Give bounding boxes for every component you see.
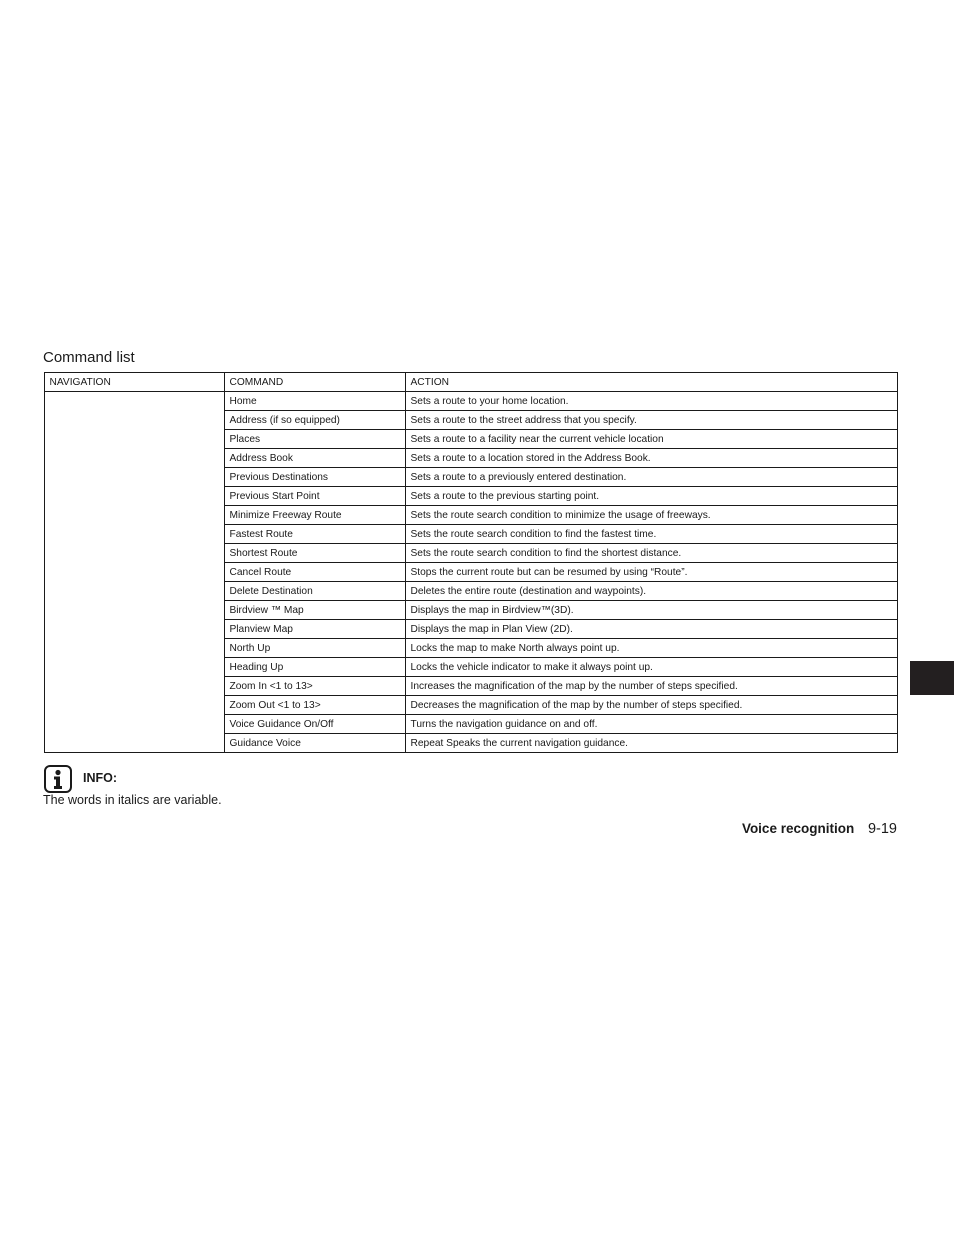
command-cell: Cancel Route bbox=[225, 563, 406, 582]
command-cell: Previous Start Point bbox=[225, 487, 406, 506]
navigation-cell bbox=[45, 392, 225, 753]
action-cell: Sets a route to a facility near the current vehicle location bbox=[406, 430, 898, 449]
header-action: ACTION bbox=[406, 373, 898, 392]
footer-section-title: Voice recognition bbox=[741, 821, 855, 836]
command-cell: Fastest Route bbox=[225, 525, 406, 544]
action-cell: Sets the route search condition to find the fastest time. bbox=[406, 525, 898, 544]
action-cell: Increases the magnification of the map by the number of steps specified. bbox=[406, 677, 898, 696]
action-cell: Sets a route to the street address that you specify. bbox=[406, 411, 898, 430]
info-text: The words in italics are variable. bbox=[43, 793, 222, 807]
command-cell: Birdview ™ Map bbox=[225, 601, 406, 620]
command-cell: Address Book bbox=[225, 449, 406, 468]
command-cell: Places bbox=[225, 430, 406, 449]
command-cell: Heading Up bbox=[225, 658, 406, 677]
info-label: INFO: bbox=[83, 771, 118, 785]
command-cell: Address (if so equipped) bbox=[225, 411, 406, 430]
action-cell: Turns the navigation guidance on and off. bbox=[406, 715, 898, 734]
action-cell: Stops the current route but can be resumed by using “Route”. bbox=[406, 563, 898, 582]
command-cell: Guidance Voice bbox=[225, 734, 406, 753]
table-body bbox=[45, 392, 898, 753]
action-cell: Sets the route search condition to find the shortest distance. bbox=[406, 544, 898, 563]
command-cell: Voice Guidance On/Off bbox=[225, 715, 406, 734]
info-icon bbox=[44, 765, 72, 793]
page-number: 9-19 bbox=[867, 821, 897, 837]
command-cell: North Up bbox=[225, 639, 406, 658]
command-cell: Previous Destinations bbox=[225, 468, 406, 487]
action-cell: Displays the map in Birdview™(3D). bbox=[406, 601, 898, 620]
action-cell: Displays the map in Plan View (2D). bbox=[406, 620, 898, 639]
action-cell: Locks the vehicle indicator to make it always point up. bbox=[406, 658, 898, 677]
action-cell: Sets a route to your home location. bbox=[406, 392, 898, 411]
action-cell: Sets a route to the previous starting point. bbox=[406, 487, 898, 506]
command-cell: Zoom Out <1 to 13> bbox=[225, 696, 406, 715]
command-table bbox=[44, 372, 898, 753]
table-row bbox=[45, 392, 898, 411]
command-cell: Shortest Route bbox=[225, 544, 406, 563]
header-command: COMMAND bbox=[225, 373, 406, 392]
action-cell: Locks the map to make North always point up. bbox=[406, 639, 898, 658]
action-cell: Decreases the magnification of the map by the number of steps specified. bbox=[406, 696, 898, 715]
action-cell: Sets a route to a previously entered destination. bbox=[406, 468, 898, 487]
header-navigation: NAVIGATION bbox=[45, 373, 225, 392]
action-cell: Deletes the entire route (destination and waypoints). bbox=[406, 582, 898, 601]
table-header-row bbox=[45, 373, 898, 392]
section-title: Command list bbox=[43, 349, 135, 366]
command-cell: Minimize Freeway Route bbox=[225, 506, 406, 525]
action-cell: Repeat Speaks the current navigation guidance. bbox=[406, 734, 898, 753]
command-cell: Home bbox=[225, 392, 406, 411]
chapter-tab-marker bbox=[910, 661, 954, 695]
action-cell: Sets a route to a location stored in the Address Book. bbox=[406, 449, 898, 468]
command-cell: Delete Destination bbox=[225, 582, 406, 601]
command-cell: Zoom In <1 to 13> bbox=[225, 677, 406, 696]
action-cell: Sets the route search condition to minimize the usage of freeways. bbox=[406, 506, 898, 525]
command-cell: Planview Map bbox=[225, 620, 406, 639]
page-footer bbox=[742, 821, 897, 837]
